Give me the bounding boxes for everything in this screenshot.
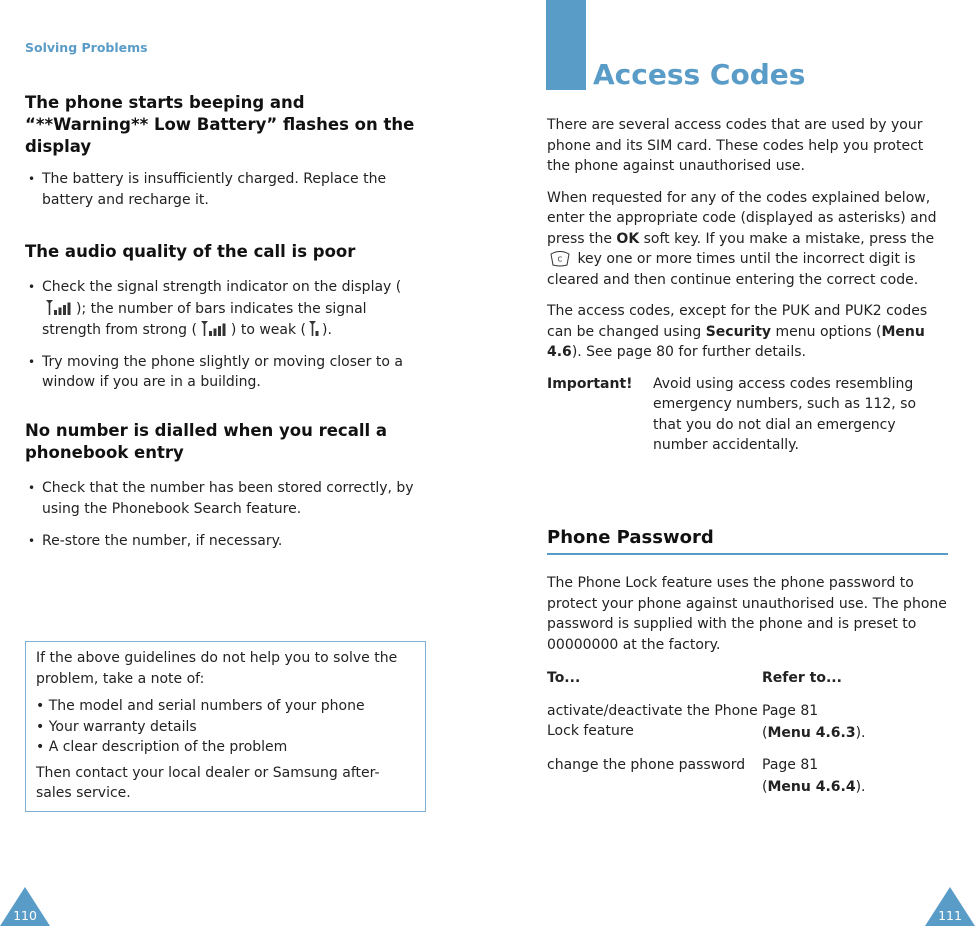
subsection-title: Phone Password	[547, 527, 948, 555]
note-item: • Your warranty details	[36, 718, 197, 735]
note-box	[25, 641, 426, 812]
table-row	[547, 701, 947, 744]
section-title: The audio quality of the call is poor	[25, 242, 356, 261]
page-number: 111	[938, 908, 962, 923]
paren-close: ).	[855, 725, 866, 741]
table-cell-ref	[762, 755, 947, 798]
note-intro: If the above guidelines do not help you to solve the problem, take a note of:	[36, 650, 398, 687]
paragraph-text: soft key. If you make a mistake, press the	[639, 230, 935, 247]
left-page	[0, 0, 487, 926]
list-item-text: Check the signal strength indicator on the display (	[42, 279, 402, 295]
list-item-text: ) to weak (	[230, 322, 307, 338]
paragraph: There are several access codes that are used by your phone and its SIM card. These codes help you protect the phone against unauthorised use.	[547, 117, 924, 174]
paren-close: ).	[855, 779, 866, 795]
paren-open: (	[762, 779, 768, 795]
list-item: • Try moving the phone slightly or moving closer to a window if you are in a building.	[25, 352, 425, 393]
table-row	[547, 755, 947, 798]
paragraph-text: menu options (	[771, 323, 882, 340]
security-menu-label: Security	[705, 323, 772, 340]
note-list	[36, 696, 415, 758]
column-header-ref: Refer to...	[762, 670, 842, 686]
page-number-right	[925, 886, 975, 926]
paragraph-text: The access codes, except for the PUK and PUK2 codes can be changed using	[547, 303, 928, 340]
list-item	[25, 277, 425, 341]
paragraph	[547, 301, 947, 363]
note-outro: Then contact your local dealer or Samsung after-sales service.	[36, 764, 380, 801]
table-cell-to: activate/deactivate the Phone Lock feature	[547, 702, 758, 739]
page-title: Access Codes	[593, 58, 806, 91]
paren-open: (	[762, 725, 768, 741]
list-item-text: ); the number of bars indicates the signal strength from strong (	[42, 300, 367, 338]
running-head: Solving Problems	[25, 40, 148, 55]
paragraph-text: key one or more times until the incorrect digit is cleared and then continue entering the correct code.	[547, 251, 919, 288]
page-number: 110	[13, 908, 37, 923]
important-note	[547, 374, 947, 456]
note-item: • The model and serial numbers of your phone	[36, 698, 365, 714]
page-number-left	[0, 886, 50, 926]
section-title: The phone starts beeping and “**Warning** Low Battery” flashes on the display	[25, 93, 415, 156]
page-reference: Page 81	[762, 756, 819, 773]
reference-table	[547, 668, 947, 809]
paragraph-text: When requested for any of the codes explained below, enter the appropriate code (displayed as asterisks) and press the	[547, 189, 937, 247]
subsection-text	[547, 573, 947, 666]
table-cell-ref	[762, 701, 947, 744]
list-item-text: ).	[322, 322, 332, 338]
signal-weak-icon	[308, 319, 320, 337]
menu-number: Menu 4.6.3	[767, 725, 856, 741]
paragraph	[547, 188, 947, 291]
menu-number: Menu 4.6	[547, 323, 925, 360]
section-title: No number is dialled when you recall a phonebook entry	[25, 421, 388, 462]
menu-reference	[762, 777, 947, 798]
important-label: Important!	[547, 375, 633, 392]
table-cell-to: change the phone password	[547, 756, 746, 773]
paragraph-text: ). See page 80 for further details.	[571, 344, 806, 360]
section-audio-quality	[25, 241, 425, 393]
signal-strong-icon	[44, 298, 74, 316]
title-accent-block	[546, 0, 586, 90]
table-header	[547, 668, 947, 689]
section-no-number	[25, 420, 425, 552]
menu-number: Menu 4.6.4	[767, 779, 856, 795]
note-item: • A clear description of the problem	[36, 739, 288, 755]
right-page	[487, 0, 975, 926]
list-item: • Check that the number has been stored correctly, by using the Phonebook Search feature.	[25, 478, 425, 519]
intro-text	[547, 115, 947, 456]
list-item: • Re-store the number, if necessary.	[25, 531, 425, 552]
svg-text:C: C	[557, 255, 563, 264]
list-item: • The battery is insufficiently charged. Replace the battery and recharge it.	[25, 169, 425, 210]
ok-key-label: OK	[616, 230, 640, 247]
page-reference: Page 81	[762, 702, 819, 719]
paragraph: The Phone Lock feature uses the phone password to protect your phone against unauthorised use. The phone password is supplied with the phone and is preset to 00000000 at the factory.	[547, 575, 947, 653]
signal-strong-icon	[199, 319, 229, 337]
menu-reference	[762, 723, 947, 744]
important-text: Avoid using access codes resembling emergency numbers, such as 112, so that you do not dial an emergency number accidentally.	[653, 375, 917, 453]
column-header-to: To...	[547, 670, 581, 686]
section-low-battery	[25, 92, 425, 210]
c-key-icon	[549, 250, 571, 267]
